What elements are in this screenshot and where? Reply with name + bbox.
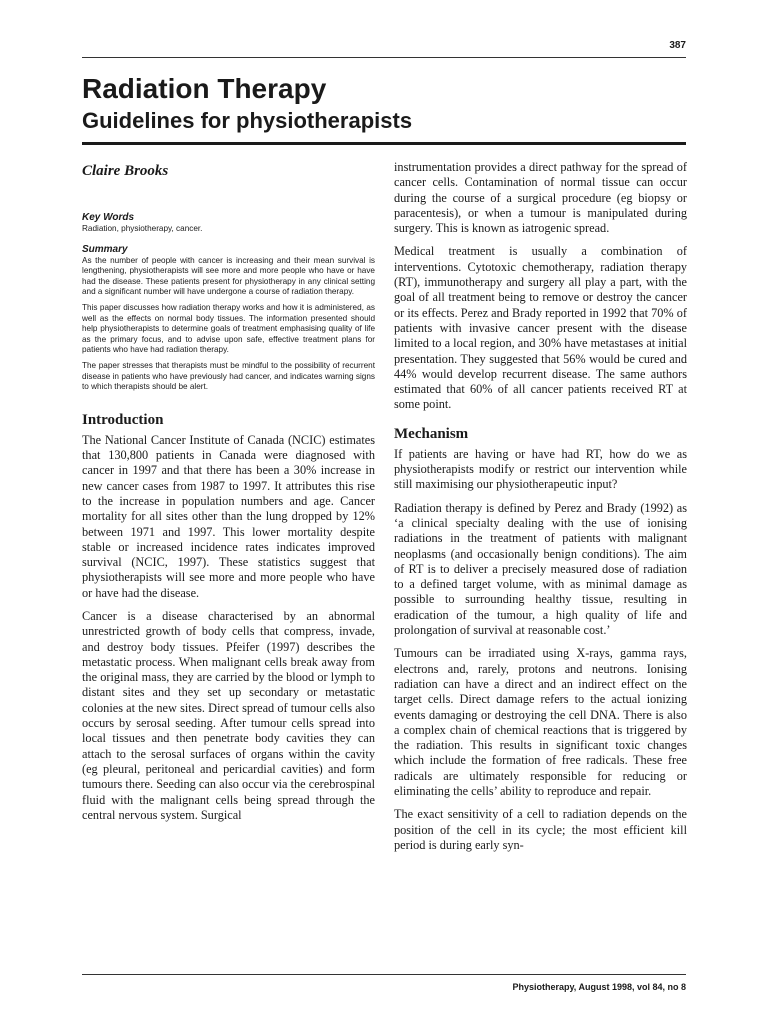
article-title: Radiation Therapy xyxy=(82,73,327,104)
right-column xyxy=(394,156,687,853)
left-column xyxy=(82,156,375,823)
body-paragraph: Tumours can be irradiated using X-rays, gamma rays, electrons and, rarely, protons and neutrons. Ionising radiation can have a direct and an indirect effect on the target cells. Direct damage refers to the actual ionizing events damaging or destroying the cell DNA. There is also a complex chain of chemical reactions that is triggered by the radiation. This results in significant toxic changes which include the formation of free radicals. These free radicals are ultimately responsible for reducing or eliminating the cells’ ability to reproduce and repair. xyxy=(394,646,687,798)
article-subtitle: Guidelines for physiotherapists xyxy=(82,108,413,133)
summary-paragraph: This paper discusses how radiation therapy works and how it is administered, as well as the effects on normal body tissues. The information presented should help physiotherapists to determine goals of treatment emphasising quality of life as the primary focus, and to advise upon safe, effective treatment plans for patients who have had radiation therapy. xyxy=(82,302,375,355)
summary-heading: Summary xyxy=(82,243,128,255)
mechanism-heading: Mechanism xyxy=(394,425,469,442)
body-paragraph: Radiation therapy is defined by Perez and Brady (1992) as ‘a clinical specialty dealing with the use of ionising radiations in the treatment of patients with malignant neoplasms (and occasionally benign conditions). The aim of RT is to deliver a precisely measured dose of radiation to a defined target volume, with as minimal damage as possible to surrounding healthy tissue, resulting in eradication of the tumour, a high quality of life and prolongation of survival at reasonable cost.’ xyxy=(394,500,687,638)
body-paragraph: Cancer is a disease characterised by an abnormal unrestricted growth of body cells that compress, invade, and destroy body tissues. Pfeifer (1997) describes the metastatic process. When malignant cells break away from the original mass, they are carried by the blood or lymph to distant sites and they set up secondary or metastatic colonies at the new sites. Direct spread of tumour cells also occurs by serosal seeding. After tumour cells spread into local tissues and then penetrate body cavities they can attach to the serosal surfaces of organs within the cavity (eg pleural, peritoneal and pericardial cavities) and form tumours there. Seeding can also occur via the cerebrospinal fluid with the malignant cells being spread through the central nervous system. Surgical xyxy=(82,608,375,822)
journal-footer: Physiotherapy, August 1998, vol 84, no 8 xyxy=(512,982,686,992)
summary-paragraph: As the number of people with cancer is increasing and their mean survival is lengthening, physiotherapists will see more and more people who have or have had the disease. These patients present for physiotherapy in any clinical setting and a significant number will have undergone a course of radiation therapy. xyxy=(82,255,375,297)
body-paragraph: Medical treatment is usually a combination of interventions. Cytotoxic chemotherapy, radiation therapy (RT), immunotherapy and surgery all play a part, with the goal of all treatment being to remove or destroy the cancer or its effects. Perez and Brady reported in 1992 that 70% of patients with invasive cancer present with the disease limited to a local region, and 30% have metastases at initial presentation. They suggested that 56% would be cured and 44% would develop recurrent disease. The same authors estimated that 60% of all cancer patients received RT at some point. xyxy=(394,244,687,412)
title-rule xyxy=(82,142,686,145)
summary-paragraph: The paper stresses that therapists must be mindful to the possibility of recurrent disease in patients who have previously had cancer, and indicates warning signs to which therapists should be alert. xyxy=(82,360,375,392)
keywords-text: Radiation, physiotherapy, cancer. xyxy=(82,224,203,233)
page-number: 387 xyxy=(669,40,686,51)
author-name: Claire Brooks xyxy=(82,163,169,179)
body-paragraph: instrumentation provides a direct pathway for the spread of cancer cells. Contamination of normal tissue can occur during the course of a surgical procedure (eg biopsy or paracentesis), or when a tumour is manipulated during surgery. This is known as iatrogenic spread. xyxy=(394,160,687,236)
body-paragraph: The exact sensitivity of a cell to radiation depends on the position of the cell in its cycle; the most efficient kill period is during early syn- xyxy=(394,807,687,852)
body-paragraph: If patients are having or have had RT, how do we as physiotherapists modify or restrict our intervention while still maximising our physiotherapeutic input? xyxy=(394,446,687,492)
body-paragraph: The National Cancer Institute of Canada (NCIC) estimates that 130,800 patients in Canada were diagnosed with cancer in 1997 and that there has been a 30% increase in new cancer cases from 1987 to 1997. It attributes this rise to the increase in population numbers and age. Cancer mortality for all sites other than the lung dropped by 12% between 1971 and 1997. This lower mortality despite stable or increased incidence rates indicates improved survival (NCIC, 1997). These statistics suggest that physiotherapists will see more and more people who have or have had the disease. xyxy=(82,432,375,600)
introduction-heading: Introduction xyxy=(82,411,164,428)
keywords-heading: Key Words xyxy=(82,212,135,223)
top-rule xyxy=(82,57,686,58)
bottom-rule xyxy=(82,974,686,975)
